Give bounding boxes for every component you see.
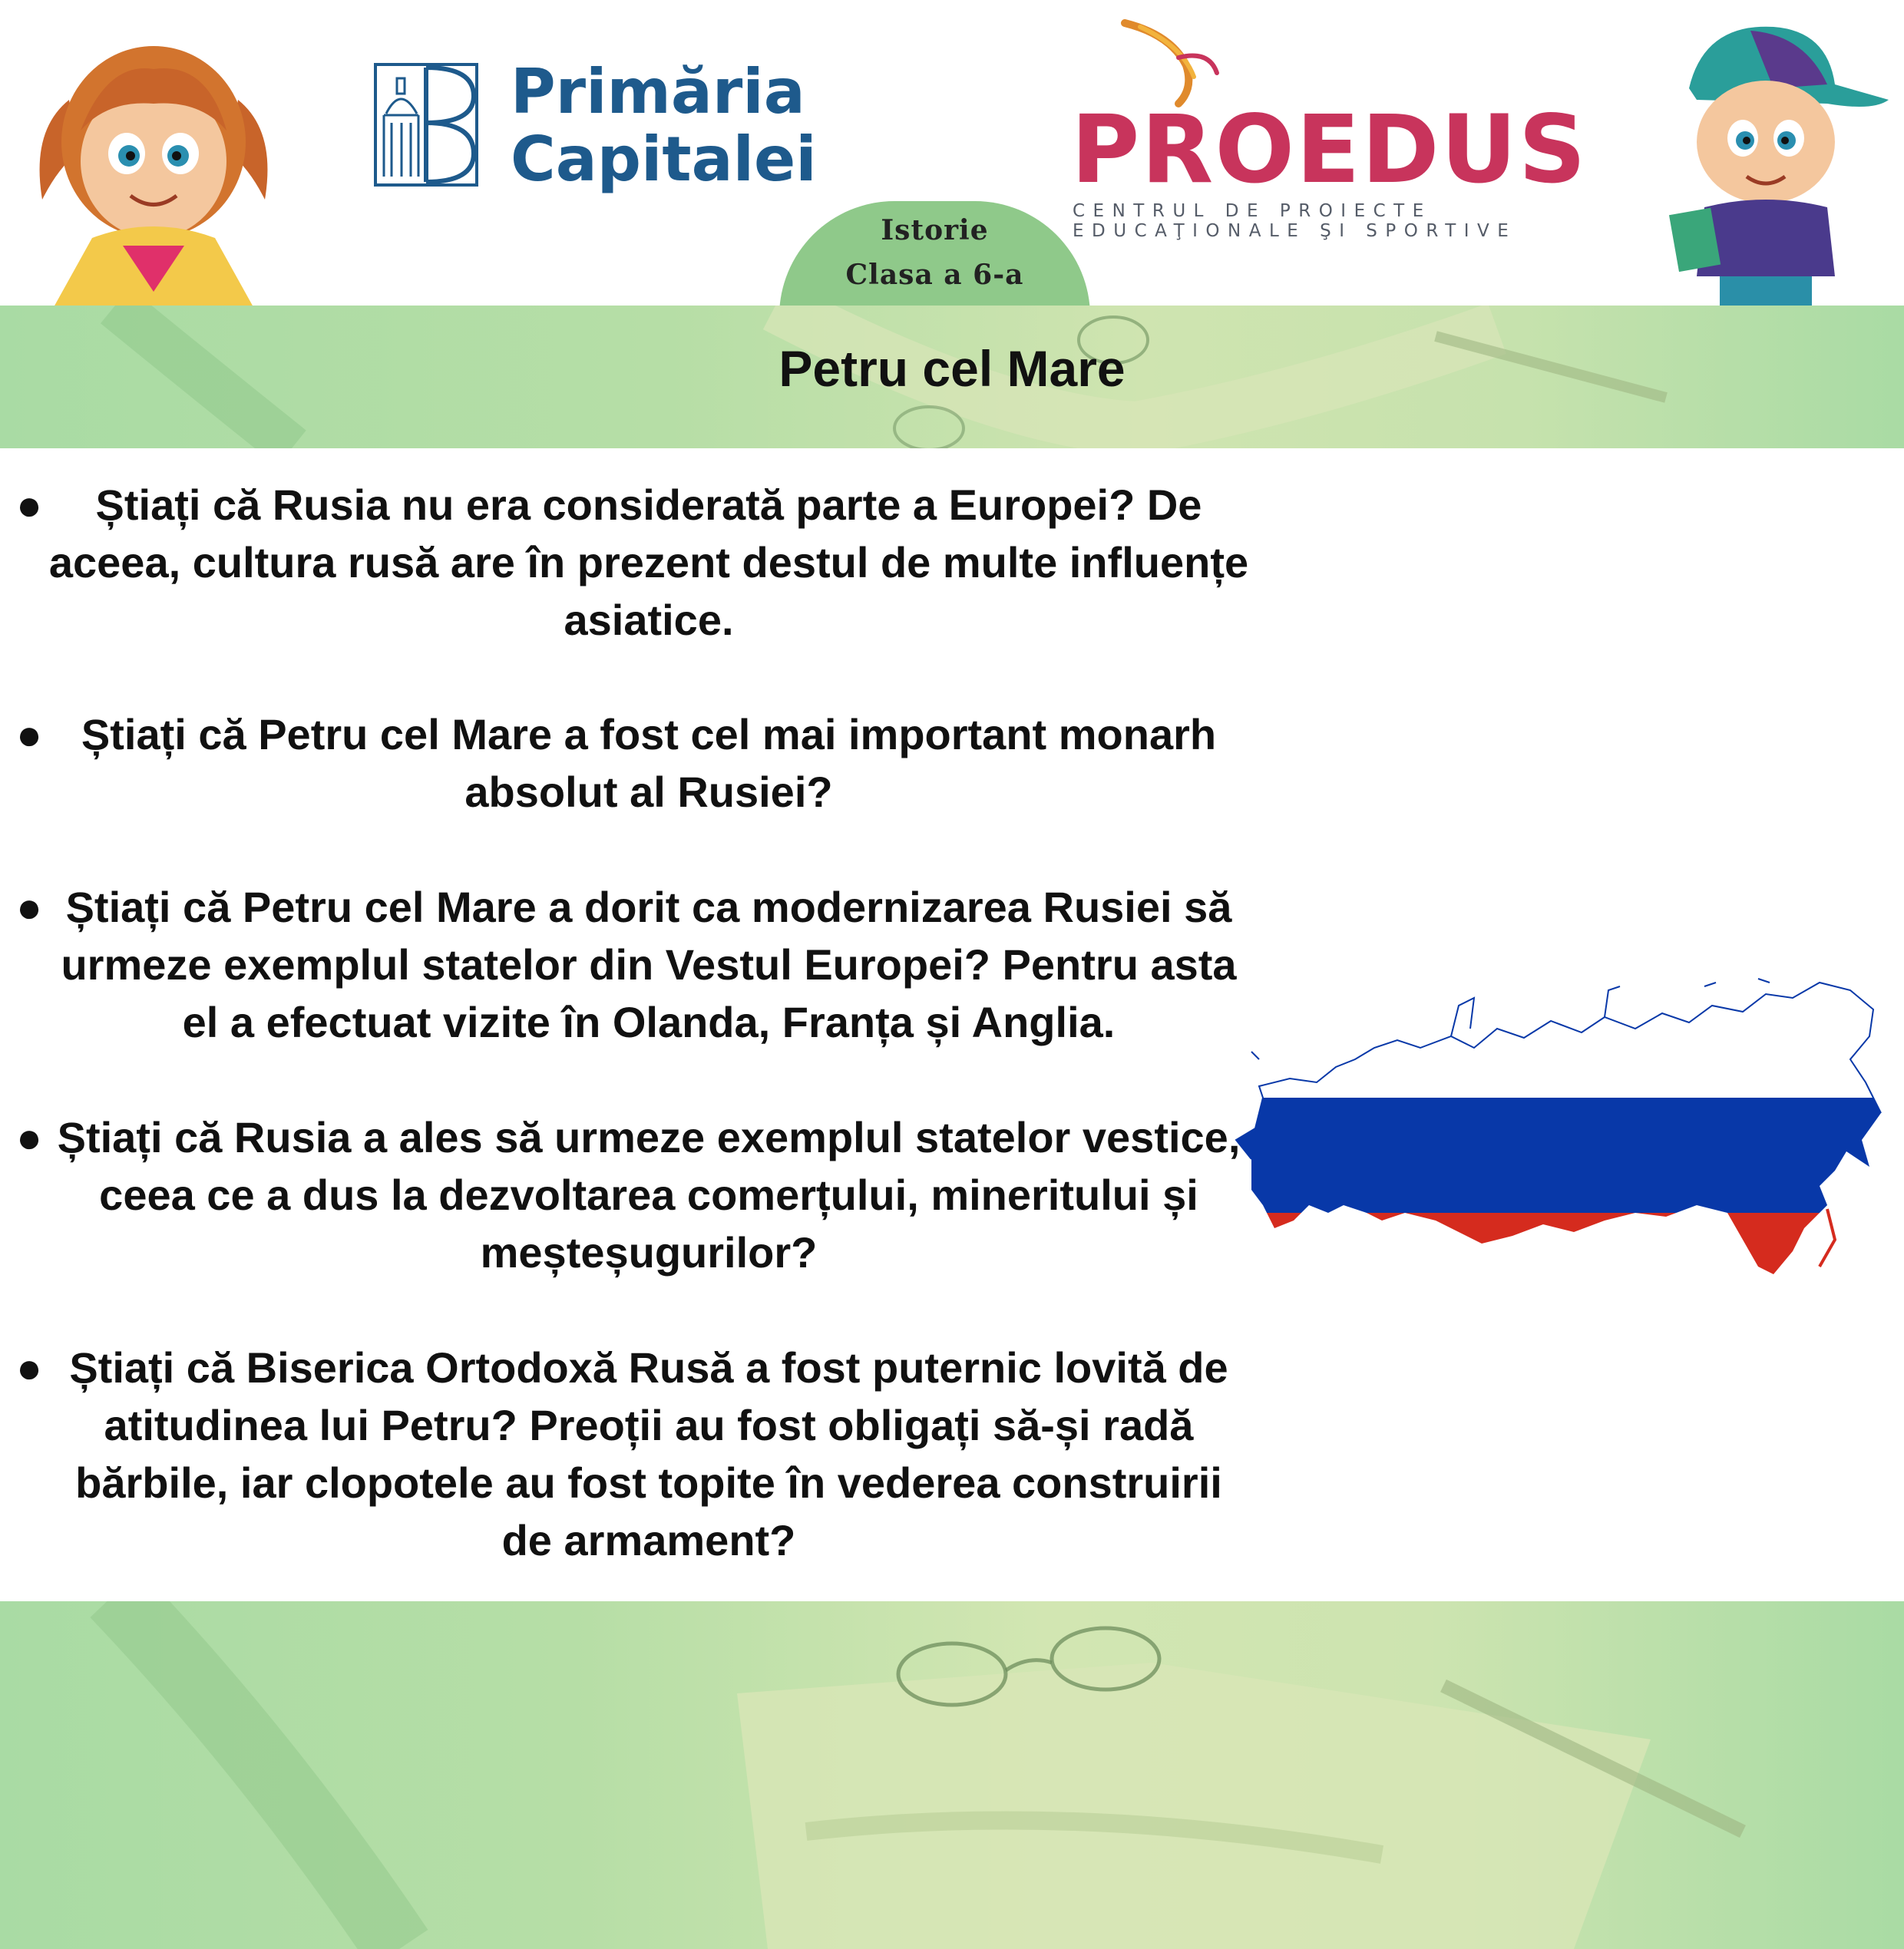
fact-text: Știați că Rusia nu era considerată parte a Europei? De aceea, cultura rusă are în prezent destul de multe influențe asiatice. xyxy=(48,481,1249,644)
bullet-icon: ● xyxy=(16,1113,42,1161)
bullet-icon: ● xyxy=(16,883,42,931)
title-band xyxy=(0,306,1904,448)
fact-text: Știați că Petru cel Mare a dorit ca modernizarea Rusiei să urmeze exemplul statelor din Vestul Europei? Pentru asta el a efectuat vizite în Olanda, Franța și Anglia. xyxy=(61,883,1237,1046)
bullet-icon: ● xyxy=(16,710,42,758)
proedus-word: PROEDUS xyxy=(1071,95,1588,204)
primaria-line1: Primăria xyxy=(511,56,805,127)
primaria-logo-icon xyxy=(372,61,480,188)
fact-item xyxy=(0,878,1282,1051)
grade-label: Clasa a 6-a xyxy=(845,259,1024,291)
proedus-logo xyxy=(1071,19,1588,241)
proedus-subtitle-line1: CENTRUL DE PROIECTE xyxy=(1073,201,1432,221)
primaria-line2: Capitalei xyxy=(511,124,817,195)
girl-mascot xyxy=(23,15,284,307)
fact-text: Știați că Petru cel Mare a fost cel mai important monarh absolut al Rusiei? xyxy=(81,710,1217,816)
fact-text: Știați că Rusia a ales să urmeze exemplul statelor vestice, ceea ce a dus la dezvoltarea comerțului, mineritului și meșteșugurilor? xyxy=(57,1113,1241,1277)
boy-mascot xyxy=(1643,15,1889,307)
fact-item xyxy=(0,705,1282,821)
bullet-icon: ● xyxy=(16,481,42,529)
background-photo-decoration xyxy=(0,1601,1904,1949)
fact-item xyxy=(0,1339,1282,1569)
russia-flag-map xyxy=(1221,975,1889,1343)
subject-label: Istorie xyxy=(881,214,989,246)
primaria-capitalei-logo xyxy=(372,56,818,200)
header xyxy=(0,0,1904,307)
proedus-subtitle-line2: EDUCAŢIONALE ŞI SPORTIVE xyxy=(1073,221,1517,241)
fact-text: Știați că Biserica Ortodoxă Rusă a fost puternic lovită de atitudinea lui Petru? Preoții au fost obligați să-și radă bărbile, iar clopotele au fost topite în vederea construirii de armament? xyxy=(69,1343,1228,1564)
subject-tab xyxy=(779,201,1090,316)
page-title: Petru cel Mare xyxy=(778,340,1126,397)
footer-band xyxy=(0,1601,1904,1949)
bullet-icon: ● xyxy=(16,1343,42,1392)
fact-item xyxy=(0,1108,1282,1281)
fact-item xyxy=(0,476,1282,649)
